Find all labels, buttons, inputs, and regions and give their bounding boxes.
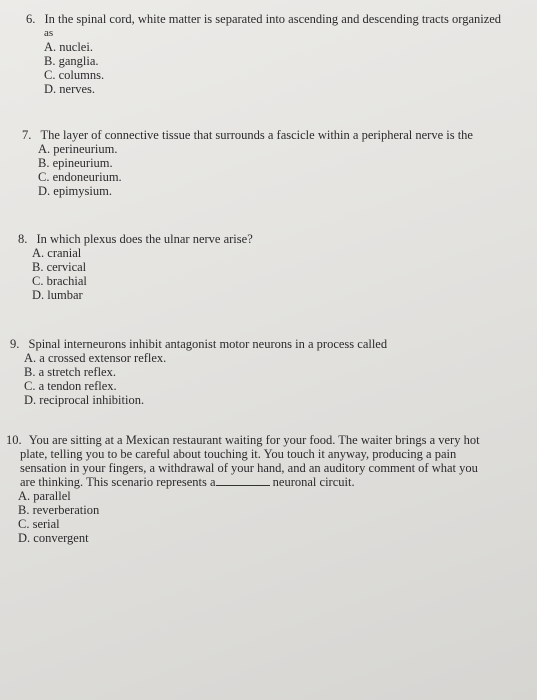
question-text-line-2: plate, telling you to be careful about touching it. You touch it anyway, producing a pain [20,447,457,461]
choice-b: B. reverberation [18,503,100,517]
question-text-line-4 [20,475,526,489]
question-9 [10,337,520,407]
question-text-continuation: as [44,27,54,39]
question-number: 7. [22,128,32,142]
question-10-stem [6,433,526,489]
question-7 [22,128,522,198]
choice-c: C. a tendon reflex. [24,379,117,393]
question-8-stem [18,232,518,246]
choice-b: B. epineurium. [38,156,113,170]
question-text-line-1: You are sitting at a Mexican restaurant waiting for your food. The waiter brings a very hot [28,433,480,447]
question-6-stem [26,12,526,26]
choice-list [24,351,520,407]
question-6 [26,12,526,96]
question-10 [6,433,526,545]
question-text: Spinal interneurons inhibit antagonist motor neurons in a process called [28,337,388,351]
choice-a: A. nuclei. [44,40,93,54]
question-text-line-4-start: are thinking. This scenario represents a [20,475,216,489]
choice-d: D. convergent [18,531,89,545]
choice-c: C. endoneurium. [38,170,122,184]
choice-d: D. lumbar [32,288,83,302]
choice-c: C. brachial [32,274,87,288]
answer-blank [216,475,270,486]
choice-d: D. reciprocal inhibition. [24,393,145,407]
question-number: 8. [18,232,28,246]
choice-list [38,142,522,198]
question-text: The layer of connective tissue that surrounds a fascicle within a peripheral nerve is the [40,128,473,142]
choice-a: A. parallel [18,489,71,503]
choice-list [18,489,526,545]
question-text: In which plexus does the ulnar nerve arise? [36,232,253,246]
choice-b: B. a stretch reflex. [24,365,116,379]
question-text-line-4-end: neuronal circuit. [272,475,355,489]
question-text-line-3: sensation in your fingers, a withdrawal of your hand, and an auditory comment of what you [20,461,478,475]
choice-d: D. epimysium. [38,184,112,198]
question-7-stem [22,128,522,142]
choice-b: B. cervical [32,260,87,274]
choice-c: C. serial [18,517,60,531]
question-text: In the spinal cord, white matter is separated into ascending and descending tracts organized [44,12,502,26]
choice-d: D. nerves. [44,82,96,96]
choice-a: A. cranial [32,246,82,260]
question-number: 6. [26,12,36,26]
question-number: 10. [6,433,22,447]
choice-a: A. perineurium. [38,142,118,156]
choice-c: C. columns. [44,68,105,82]
choice-a: A. a crossed extensor reflex. [24,351,167,365]
choice-list [44,40,526,96]
question-number: 9. [10,337,20,351]
question-8 [18,232,518,302]
choice-list [32,246,518,302]
choice-b: B. ganglia. [44,54,99,68]
question-9-stem [10,337,520,351]
